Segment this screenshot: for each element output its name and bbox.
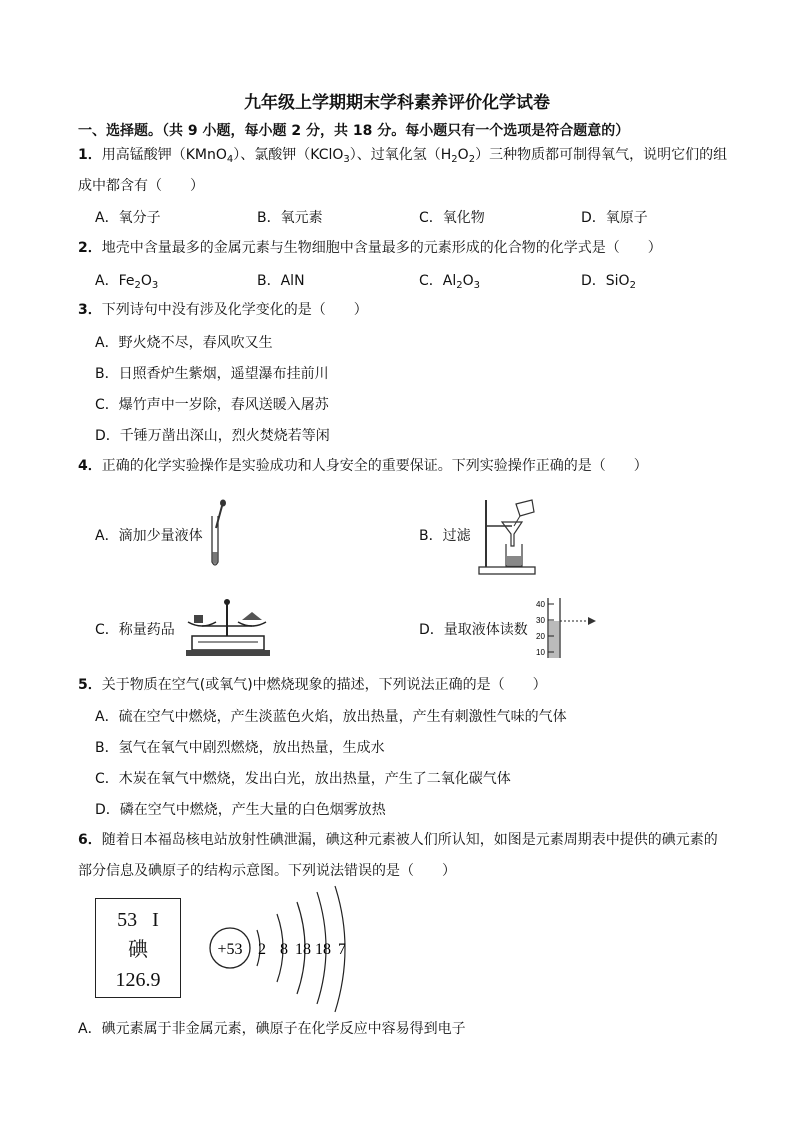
q1-sub: 2 [468,154,476,165]
question-number: 3． [78,302,102,318]
question-1 [78,145,727,170]
shell-electrons: 18 [315,941,331,958]
shell-electrons: 2 [258,941,266,958]
atom-structure-diagram [205,884,355,1014]
stand-base [479,567,535,574]
q1-option-a: A．氧分子 [95,210,161,226]
nucleus-charge: +53 [217,941,243,958]
pointer-knob [224,599,230,605]
cylinder-mark: 40 [536,600,545,609]
question-1-line2: 成中都含有（ ） [78,178,204,194]
q1-sub: 3 [343,154,350,165]
section-heading: 一、选择题。（共 9 小题，每小题 2 分，共 18 分。每小题只有一个选项是符合题意的） [78,123,630,139]
q2-sub: 2 [629,280,636,291]
q5-option-b: B．氢气在氧气中剧烈燃烧，放出热量，生成水 [95,740,385,756]
q6-text: 随着日本福岛核电站放射性碘泄漏，碘这种元素被人们所认知，如图是元素周期表中提供的碘元素的 [101,832,718,848]
q1-option-d: D．氧原子 [581,210,648,226]
q2-d-text: D．SiO [581,273,630,289]
q2-sub: 3 [473,280,481,291]
question-number: 6． [78,832,102,848]
eye-arrow [588,617,596,625]
q4-option-a: A．滴加少量液体 [95,528,203,544]
measuring-cylinder-figure [536,596,602,658]
q2-option-c [419,270,480,291]
element-symbol: I [152,909,159,931]
q4-text: 正确的化学实验操作是实验成功和人身安全的重要保证。下列实验操作正确的是（ ） [101,458,648,474]
dropper-bulb [220,500,226,507]
cylinder-mark: 20 [536,632,545,641]
q1-text-c: ）、过氧化氢（H [349,147,452,163]
balance-base [186,650,270,656]
balance-body [192,636,264,650]
shell-electrons: 18 [295,941,311,958]
question-4 [78,456,648,476]
q5-option-c: C．木炭在氧气中燃烧，发出白光，放出热量，产生了二氧化碳气体 [95,771,511,787]
filtration-figure [476,496,538,576]
q5-text: 关于物质在空气(或氧气)中燃烧现象的描述，下列说法正确的是（ ） [101,677,547,693]
q1-sub: 2 [451,154,458,165]
q2-text: 地壳中含量最多的金属元素与生物细胞中含量最多的元素形成的化合物的化学式是（ ） [101,240,662,256]
q1-text-a: 用高锰酸钾（KMnO [101,147,227,163]
q1-option-c: C．氧化物 [419,210,485,226]
atomic-mass: 126.9 [115,969,161,991]
q2-option-b: B．AlN [257,273,305,289]
question-6-line2: 部分信息及碘原子的结构示意图。下列说法错误的是（ ） [78,863,456,879]
q2-option-d [581,270,636,291]
filtrate [507,556,521,565]
q1-text-b: ）、氯酸钾（KClO [233,147,344,163]
q4-option-b: B．过滤 [419,528,471,544]
question-number: 1． [78,147,102,163]
q3-text: 下列诗句中没有涉及化学变化的是（ ） [101,302,368,318]
glass-rod [514,516,520,526]
shell-electrons: 8 [280,941,288,958]
atomic-number: 53 [117,909,138,931]
liquid [213,552,218,564]
element-name: 碘 [128,939,148,961]
q2-c-text: C．Al [419,273,457,289]
question-6 [78,830,718,850]
q2-sub: 3 [151,280,159,291]
q4-option-d: D．量取液体读数 [419,622,528,638]
question-5 [78,675,547,695]
q2-a-text: A．Fe [95,273,135,289]
q5-option-a: A．硫在空气中燃烧，产生淡蓝色火焰，放出热量，产生有刺激性气味的气体 [95,709,567,725]
q2-a-text: O [140,273,152,289]
weight [194,615,203,623]
periodic-table-cell [95,898,181,998]
q3-option-b: B．日照香炉生紫烟，遥望瀑布挂前川 [95,366,329,382]
q1-option-b: B．氧元素 [257,210,323,226]
q2-option-a [95,270,158,291]
question-number: 5． [78,677,102,693]
question-number: 4． [78,458,102,474]
dropper-tube [216,506,222,528]
q1-sub: 4 [226,154,234,165]
question-3 [78,300,368,320]
q2-sub: 2 [134,280,141,291]
question-2 [78,238,662,258]
q3-option-d: D．千锤万凿出深山，烈火焚烧若等闲 [95,428,330,444]
q1-text-d: O [457,147,469,163]
chemical-on-paper [242,612,262,620]
q3-option-a: A．野火烧不尽，春风吹又生 [95,335,273,351]
q4-option-c: C．称量药品 [95,622,175,638]
shell-electrons: 7 [338,941,346,958]
q1-text-e: ）三种物质都可制得氧气，说明它们的组 [475,147,728,163]
cylinder-mark: 10 [536,648,545,657]
cylinder-mark: 30 [536,616,545,625]
q2-sub: 2 [456,280,463,291]
q5-option-d: D．磷在空气中燃烧，产生大量的白色烟雾放热 [95,802,386,818]
q6-option-a: A．碘元素属于非金属元素，碘原子在化学反应中容易得到电子 [78,1021,466,1037]
element-number-symbol [96,905,180,935]
pouring-beaker [516,500,534,516]
dropper-testtube-figure [204,498,230,570]
exam-title: 九年级上学期期末学科素养评价化学试卷 [244,93,550,113]
q2-c-text: O [462,273,474,289]
question-number: 2． [78,240,102,256]
q3-option-c: C．爆竹声中一岁除，春风送暖入屠苏 [95,397,329,413]
balance-figure [180,596,274,658]
